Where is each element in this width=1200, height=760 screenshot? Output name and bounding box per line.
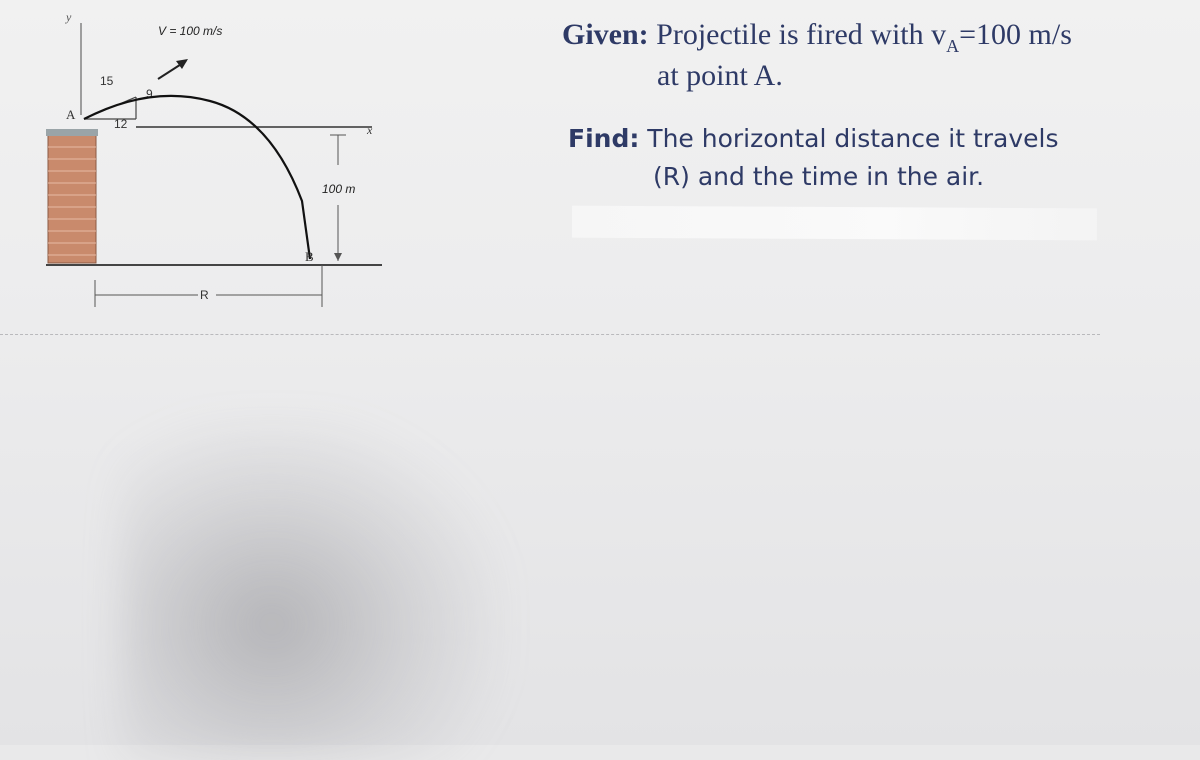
height-label: 100 m (322, 182, 356, 196)
slope-rise-label: 9 (146, 87, 153, 101)
brick-wall (46, 129, 98, 263)
given-subscript: A (946, 36, 960, 56)
velocity-label: V = 100 m/s (158, 24, 223, 38)
velocity-arrow (158, 59, 188, 79)
slope-hyp-label: 15 (100, 74, 114, 88)
given-speed: =100 m/s (959, 18, 1072, 51)
find-line-1 (568, 120, 1168, 158)
dashed-divider (0, 334, 1100, 335)
x-axis-label: x (367, 123, 373, 137)
given-text: Projectile is fired with v (656, 18, 947, 51)
slope-run-label: 12 (114, 117, 128, 131)
find-block (568, 120, 1168, 196)
hand-shadow (120, 420, 500, 760)
range-label: R (200, 288, 209, 302)
point-b-label: B (305, 249, 314, 264)
height-dimension (330, 135, 346, 261)
projectile-diagram (40, 5, 400, 315)
given-label: Given: (562, 18, 649, 51)
given-line-1 (562, 16, 1162, 57)
find-line-2: (R) and the time in the air. (653, 162, 985, 191)
y-axis-label: y (66, 10, 72, 24)
given-line-2: at point A. (657, 59, 783, 92)
find-text-1: The horizontal distance it travels (647, 124, 1059, 153)
find-label: Find: (568, 124, 640, 153)
point-a-label: A (66, 107, 76, 122)
erased-strip (572, 206, 1097, 241)
given-block (562, 16, 1162, 95)
